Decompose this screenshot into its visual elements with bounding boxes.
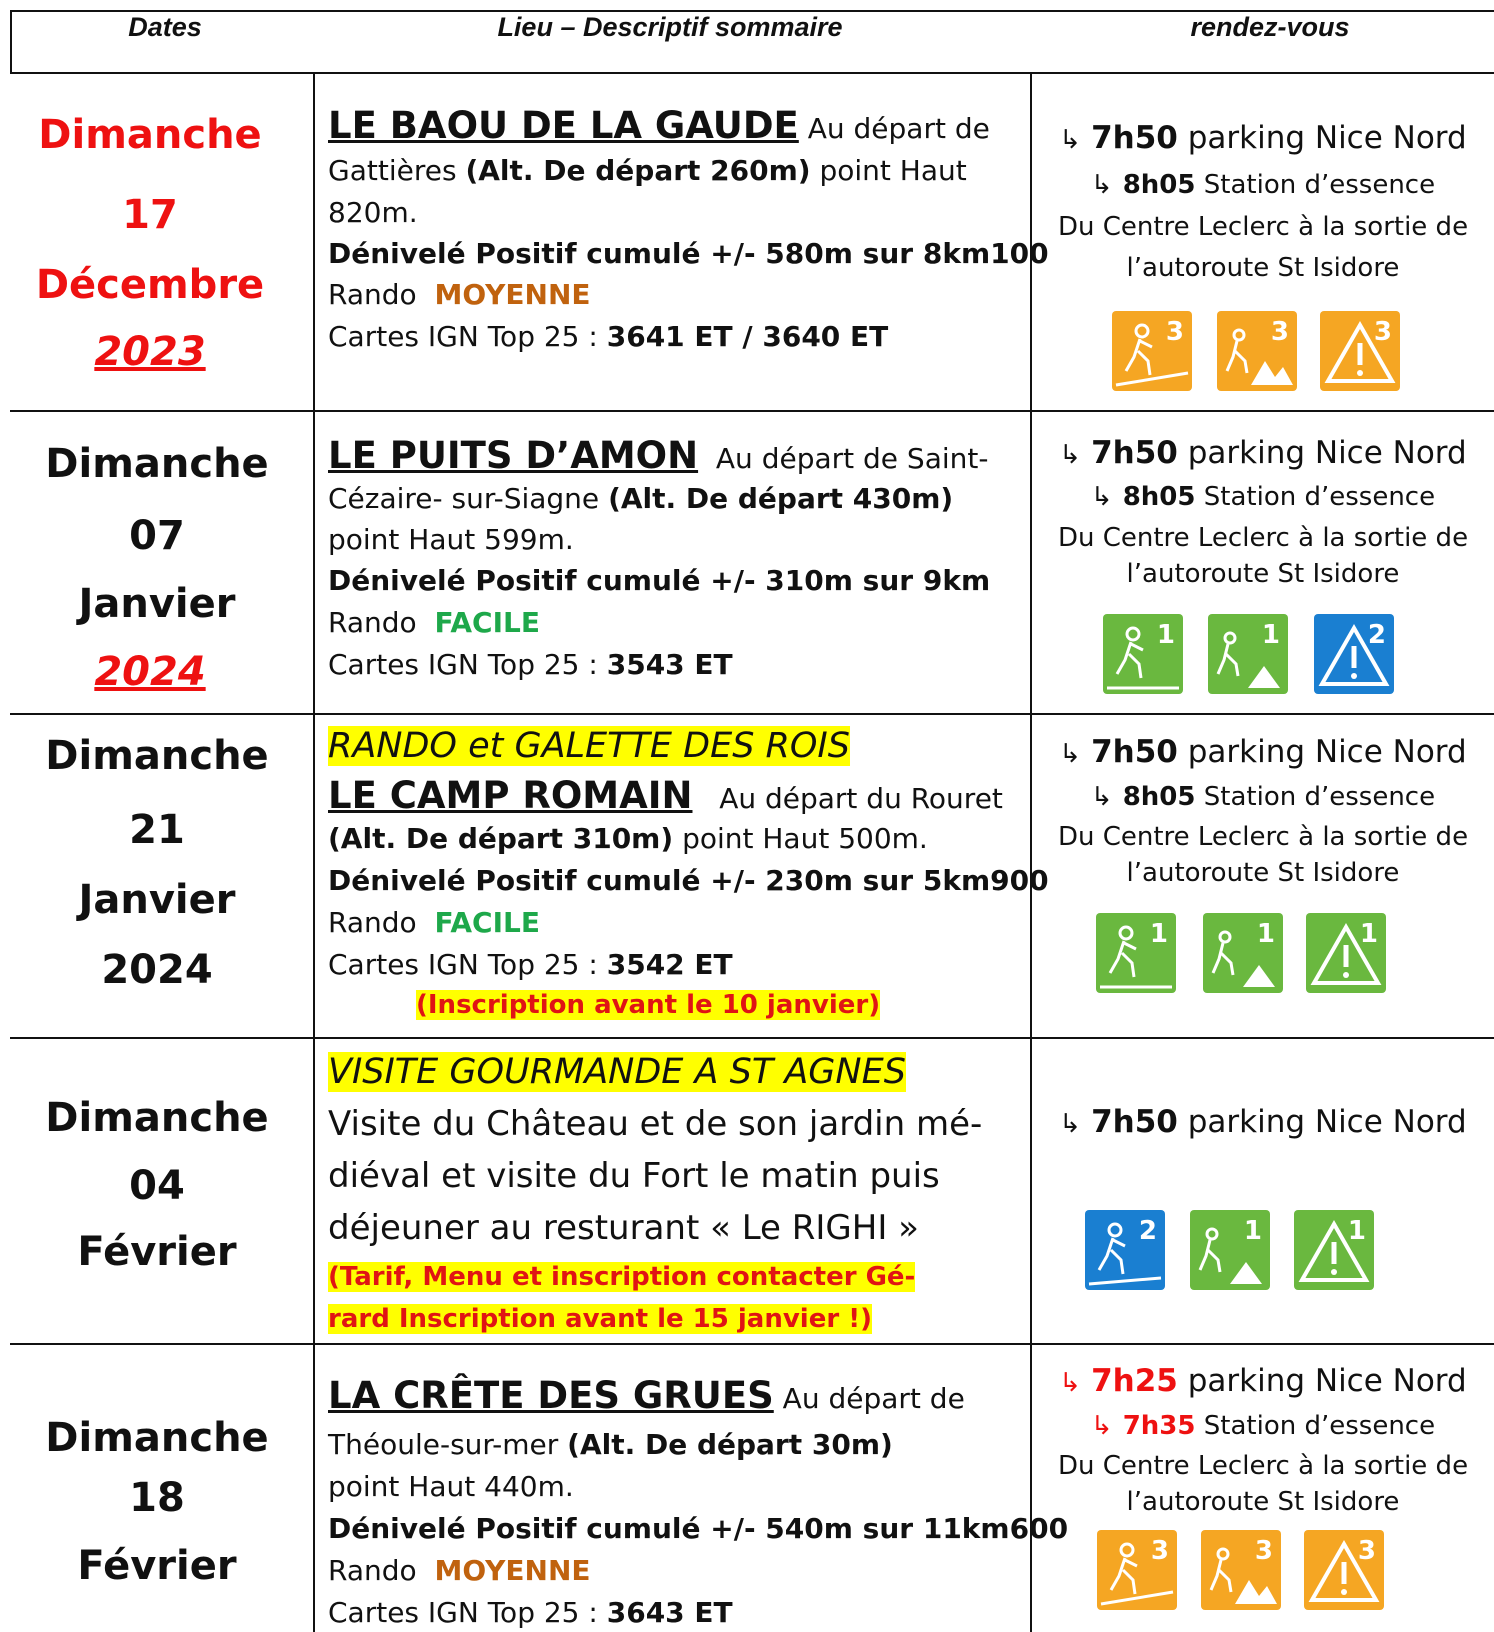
altitude-depart: (Alt. De départ 260m) bbox=[465, 154, 811, 187]
rdv-time: 7h50 bbox=[1091, 734, 1178, 770]
hike-title: LE PUITS D’AMON bbox=[328, 434, 699, 477]
hiker-effort-icon bbox=[1085, 1210, 1165, 1290]
warning-risk-icon bbox=[1306, 913, 1386, 993]
date-month: Janvier bbox=[78, 581, 236, 627]
rdv-place: parking Nice Nord bbox=[1187, 435, 1467, 471]
depart-location: Théoule-sur-mer bbox=[328, 1428, 559, 1461]
icon-level: 1 bbox=[1261, 620, 1280, 650]
hiker-terrain-icon bbox=[1190, 1210, 1270, 1290]
row-separator bbox=[10, 713, 1494, 715]
table-header-separator bbox=[10, 72, 1494, 74]
point-haut-value: point Haut 440m. bbox=[328, 1470, 574, 1503]
rdv-place: Station d’essence bbox=[1203, 482, 1436, 512]
depart-text: Au départ de Saint- bbox=[715, 442, 989, 475]
rdv-time: 8h05 bbox=[1122, 782, 1196, 812]
inscription-notice: rard Inscription avant le 15 janvier !) bbox=[328, 1304, 872, 1334]
rdv-detail: l’autoroute St Isidore bbox=[1126, 1487, 1400, 1517]
icon-level: 1 bbox=[1243, 1216, 1262, 1246]
rdv-place: parking Nice Nord bbox=[1187, 1104, 1467, 1140]
date-day: Dimanche bbox=[45, 441, 269, 487]
denivele-text: Dénivelé Positif cumulé +/- 540m sur 11km600 bbox=[328, 1512, 1069, 1545]
rdv-detail: Du Centre Leclerc à la sortie de bbox=[1057, 523, 1469, 553]
hike-title: LA CRÊTE DES GRUES bbox=[328, 1374, 774, 1417]
altitude-depart: (Alt. De départ 30m) bbox=[567, 1428, 893, 1461]
icon-level: 3 bbox=[1357, 1536, 1376, 1566]
date-number: 07 bbox=[129, 513, 185, 559]
rdv-detail: Du Centre Leclerc à la sortie de bbox=[1057, 1451, 1469, 1481]
rando-level: FACILE bbox=[434, 906, 540, 939]
rando-level: MOYENNE bbox=[434, 1554, 591, 1587]
rdv-detail: Du Centre Leclerc à la sortie de bbox=[1057, 212, 1469, 242]
inscription-notice: (Inscription avant le 10 janvier) bbox=[416, 990, 881, 1020]
rdv-detail: l’autoroute St Isidore bbox=[1126, 253, 1400, 283]
rando-level: FACILE bbox=[434, 606, 540, 639]
altitude-depart: (Alt. De départ 430m) bbox=[608, 482, 954, 515]
point-haut-label: point Haut bbox=[819, 154, 967, 187]
event-title: VISITE GOURMANDE A ST AGNES bbox=[328, 1052, 906, 1092]
hiker-terrain-icon bbox=[1201, 1530, 1281, 1610]
rdv-time: 8h05 bbox=[1122, 170, 1196, 200]
rdv-time: 8h05 bbox=[1122, 482, 1196, 512]
cartes-label: Cartes IGN Top 25 : bbox=[328, 1596, 598, 1629]
event-description: diéval et visite du Fort le matin puis bbox=[328, 1156, 940, 1196]
icon-level: 2 bbox=[1138, 1216, 1157, 1246]
event-description: Visite du Château et de son jardin mé- bbox=[328, 1104, 983, 1144]
cartes-label: Cartes IGN Top 25 : bbox=[328, 648, 598, 681]
arrow-icon: ↳ bbox=[1059, 739, 1082, 769]
denivele-text: Dénivelé Positif cumulé +/- 230m sur 5km900 bbox=[328, 864, 1049, 897]
rdv-detail: l’autoroute St Isidore bbox=[1126, 858, 1400, 888]
arrow-icon: ↳ bbox=[1059, 125, 1082, 155]
icon-level: 1 bbox=[1156, 620, 1175, 650]
icon-level: 3 bbox=[1165, 317, 1184, 347]
hiker-terrain-icon bbox=[1203, 913, 1283, 993]
icon-level: 1 bbox=[1256, 919, 1275, 949]
date-day: Dimanche bbox=[45, 733, 269, 779]
arrow-icon: ↳ bbox=[1090, 782, 1113, 812]
cartes-value: 3641 ET / 3640 ET bbox=[606, 320, 889, 353]
rdv-place: Station d’essence bbox=[1203, 782, 1436, 812]
arrow-icon: ↳ bbox=[1059, 1368, 1082, 1398]
row-separator bbox=[10, 1037, 1494, 1039]
rdv-detail: l’autoroute St Isidore bbox=[1126, 559, 1400, 589]
altitude-depart: (Alt. De départ 310m) bbox=[328, 822, 674, 855]
arrow-icon: ↳ bbox=[1059, 1109, 1082, 1139]
hiker-terrain-icon bbox=[1208, 614, 1288, 694]
rando-label: Rando bbox=[328, 1554, 417, 1587]
date-number: 04 bbox=[129, 1163, 185, 1209]
rdv-time: 7h50 bbox=[1091, 120, 1178, 156]
date-month: Janvier bbox=[78, 877, 236, 923]
hike-title: LE CAMP ROMAIN bbox=[328, 774, 693, 817]
cartes-label: Cartes IGN Top 25 : bbox=[328, 320, 598, 353]
arrow-icon: ↳ bbox=[1059, 440, 1082, 470]
hiker-effort-icon bbox=[1103, 614, 1183, 694]
hiker-effort-icon bbox=[1096, 913, 1176, 993]
date-day: Dimanche bbox=[38, 112, 262, 158]
inscription-notice: (Tarif, Menu et inscription contacter Gé- bbox=[328, 1262, 916, 1292]
icon-level: 3 bbox=[1270, 317, 1289, 347]
point-haut-value: point Haut 599m. bbox=[328, 523, 574, 556]
rando-label: Rando bbox=[328, 278, 417, 311]
event-title: RANDO et GALETTE DES ROIS bbox=[328, 726, 850, 766]
icon-level: 1 bbox=[1359, 919, 1378, 949]
date-number: 17 bbox=[122, 192, 178, 238]
header-dates: Dates bbox=[128, 12, 202, 42]
hike-title: LE BAOU DE LA GAUDE bbox=[328, 104, 799, 147]
icon-level: 3 bbox=[1373, 317, 1392, 347]
date-number: 18 bbox=[129, 1475, 185, 1521]
denivele-text: Dénivelé Positif cumulé +/- 580m sur 8km100 bbox=[328, 237, 1049, 270]
arrow-icon: ↳ bbox=[1090, 170, 1113, 200]
depart-location: Gattières bbox=[328, 154, 457, 187]
event-description: déjeuner au resturant « Le RIGHI » bbox=[328, 1208, 919, 1248]
icon-level: 3 bbox=[1254, 1536, 1273, 1566]
cartes-label: Cartes IGN Top 25 : bbox=[328, 948, 598, 981]
rdv-place: parking Nice Nord bbox=[1187, 734, 1467, 770]
denivele-text: Dénivelé Positif cumulé +/- 310m sur 9km bbox=[328, 564, 991, 597]
warning-risk-icon bbox=[1304, 1530, 1384, 1610]
rdv-time: 7h25 bbox=[1091, 1363, 1178, 1399]
warning-risk-icon bbox=[1320, 311, 1400, 391]
date-month: Février bbox=[77, 1543, 237, 1589]
date-day: Dimanche bbox=[45, 1095, 269, 1141]
arrow-icon: ↳ bbox=[1090, 482, 1113, 512]
date-year: 2024 bbox=[101, 947, 213, 993]
cartes-value: 3543 ET bbox=[606, 648, 733, 681]
depart-text: Au départ de bbox=[807, 112, 990, 145]
icon-level: 2 bbox=[1367, 620, 1386, 650]
depart-text: Au départ du Rouret bbox=[719, 782, 1003, 815]
rdv-place: parking Nice Nord bbox=[1187, 1363, 1467, 1399]
rdv-place: parking Nice Nord bbox=[1187, 120, 1467, 156]
header-lieu: Lieu – Descriptif sommaire bbox=[497, 12, 843, 42]
warning-risk-icon bbox=[1314, 614, 1394, 694]
table-border-left bbox=[10, 10, 12, 72]
date-number: 21 bbox=[129, 807, 185, 853]
icon-level: 1 bbox=[1347, 1216, 1366, 1246]
row-separator bbox=[10, 410, 1494, 412]
column-separator bbox=[313, 72, 315, 1632]
cartes-value: 3643 ET bbox=[606, 1596, 733, 1629]
arrow-icon: ↳ bbox=[1090, 1411, 1113, 1441]
icon-level: 3 bbox=[1150, 1536, 1169, 1566]
cartes-value: 3542 ET bbox=[606, 948, 733, 981]
rdv-place: Station d’essence bbox=[1203, 170, 1436, 200]
date-year: 2023 bbox=[94, 329, 206, 375]
date-month: Décembre bbox=[35, 262, 265, 308]
rando-label: Rando bbox=[328, 606, 417, 639]
rdv-time: 7h50 bbox=[1091, 435, 1178, 471]
date-year: 2024 bbox=[94, 649, 206, 695]
date-day: Dimanche bbox=[45, 1415, 269, 1461]
hiker-effort-icon bbox=[1097, 1530, 1177, 1610]
date-month: Février bbox=[77, 1229, 237, 1275]
rando-level: MOYENNE bbox=[434, 278, 591, 311]
header-rdv: rendez-vous bbox=[1190, 12, 1350, 42]
rdv-time: 7h50 bbox=[1091, 1104, 1178, 1140]
depart-location: Cézaire- sur-Siagne bbox=[328, 482, 600, 515]
rdv-place: Station d’essence bbox=[1203, 1411, 1436, 1441]
point-haut-value: point Haut 500m. bbox=[682, 822, 928, 855]
rdv-detail: Du Centre Leclerc à la sortie de bbox=[1057, 822, 1469, 852]
depart-text: Au départ de bbox=[782, 1382, 965, 1415]
row-separator bbox=[10, 1343, 1494, 1345]
hiker-effort-icon bbox=[1112, 311, 1192, 391]
rdv-time: 7h35 bbox=[1122, 1411, 1196, 1441]
hiker-terrain-icon bbox=[1217, 311, 1297, 391]
warning-risk-icon bbox=[1294, 1210, 1374, 1290]
point-haut-value: 820m. bbox=[328, 196, 418, 229]
icon-level: 1 bbox=[1149, 919, 1168, 949]
rando-label: Rando bbox=[328, 906, 417, 939]
